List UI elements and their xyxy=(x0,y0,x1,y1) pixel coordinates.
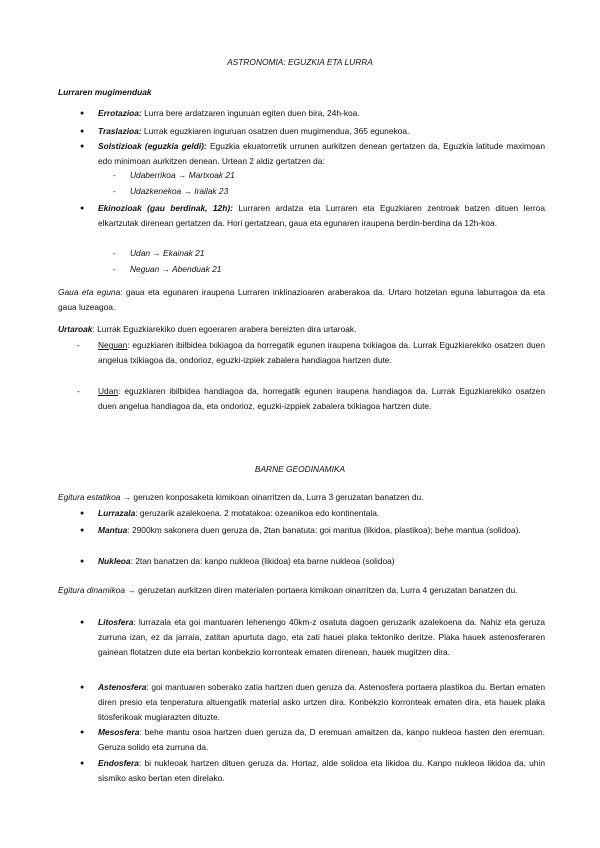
list-item-translation: ● Traslazioa: Lurrak eguzkiaren inguruan osatzen duen mugimendua, 365 egunekoa. xyxy=(98,124,545,139)
solstice-autumn: - Udazkenekoa → Irailak 23 xyxy=(130,184,228,199)
list-item-lithosphere: ● Litosfera: lurrazala eta goi mantuaren lehenengo 40km-z osatuta dagoen geruzarik azalekoena da. Nahiz eta geruza zurruna izan, ez da jarraia, zatitan apurtuta dago, eta zati hauei plaka tektoniko deritze. Plaka hauek astenosferaren gainean flotatzen dute eta bertan konbekzio korronteak ematen direnean, hauek mugitzen dira. xyxy=(98,615,545,660)
list-item-mesosphere: ● Mesosfera: behe mantu osoa hartzen duen geruza da, D eremuan amaitzen da, kanpo nukleoa hasten den eremuan. Geruza solido eta zurruna da. xyxy=(98,725,545,755)
section-title-astronomy: ASTRONOMIA: EGUZKIA ETA LURRA xyxy=(227,57,373,67)
list-item-mantle: ● Mantua: 2900km sakonera duen geruza da, 2tan banatuta: goi mantua (likidoa, plastikoa); behe mantua (solidoa). xyxy=(98,523,545,538)
season-winter: - Neguan: eguzkiaren ibilbidea txikiagoa da horregatik egunen iraupena txikiagoa da. Lurrak Eguzkiarekiko osatzen duen angelua txikiagoa da, ondorioz, eguzki-izpiek zabalera handiagoa hartzen dute. xyxy=(98,338,545,368)
equinox-summer: - Udan → Ekainak 21 xyxy=(130,246,205,261)
list-item-core: ● Nukleoa: 2tan banatzen da: kanpo nukleoa (likidoa) eta barne nukleoa (solidoa) xyxy=(98,554,545,569)
equinox-winter: - Neguan → Abenduak 21 xyxy=(130,262,221,277)
paragraph-day-night: Gaua eta eguna: gaua eta egunaren iraupena Lurraren inklinazioaren araberakoa da. Urtaro hotzetan eguna laburragoa da eta gaua luzeagoa. xyxy=(58,287,546,312)
list-item-equinoxes: ● Ekinozioak (gau berdinak, 12h): Lurraren ardatza eta Lurraren eta Eguzkiaren zentroak batzen dituen lerroa elkartzutak direnean gertatzen da. Hori gertatzean, gaua eta egunaren iraupena berdin-berdina da 12h-koa. xyxy=(98,201,545,231)
list-item-crust: ● Lurrazala: geruzarik azalekoena. 2 motatakoa: ozeanikoa edo kontinentala. xyxy=(98,506,545,521)
list-item-endosphere: ● Endosfera: bi nukleoak hartzen dituen geruza da. Hortaz, alde solidoa eta likidoa du. Kanpo nukleoa likidoa da, uhin sismiko asko bertan eten direlako. xyxy=(98,756,545,786)
paragraph-dynamic-structure: Egitura dinamikoa → geruzetan aurkitzen diren materialen portaera kimikoan oinarritzen da, Lurra 4 geruzatan banatzen du. xyxy=(58,585,518,595)
list-item-asthenosphere: ● Astenosfera: goi mantuaren soberako zatia hartzen duen geruza da. Astenosfera portaera plastikoa du. Bertan ematen diren presio eta tenperatura altuengatik material asko urtzen dira. Konbekzio korronteak ematen dira, eta hauek plaka litosferikoak mugiarazten dituzte. xyxy=(98,680,545,725)
paragraph-static-structure: Egitura estatikoa → geruzen konposaketa kimikoan oinarritzen da, Lurra 3 geruzatan banatzen du. xyxy=(58,492,424,502)
solstice-spring: - Udaberrikoa → Martxoak 21 xyxy=(130,168,235,183)
section-title-geodynamics: BARNE GEODINAMIKA xyxy=(254,464,346,474)
season-summer: - Udan: eguzkiaren ibilbidea handiagoa da, horregatik egunen iraupena handiagoa da. Lurrak Eguzkiarekiko osatzen duen angelua handiagoa da, eta ondorioz, eguzki-izppiek zabalera txikiagoa hartzen dute. xyxy=(98,384,545,414)
list-item-rotation: ● Errotazioa: Lurra bere ardatzaren inguruan egiten duen bira, 24h-koa. xyxy=(98,106,545,121)
paragraph-seasons: Urtaroak: Lurrak Eguzkiarekiko duen egoeraren arabera bereizten dira urtaroak. xyxy=(58,324,357,334)
subtitle-earth-movements: Lurraren mugimenduak xyxy=(58,87,152,97)
list-item-solstices: ● Solstizioak (eguzkia geldi): Eguzkia ekuatorretik urrunen aurkitzen denean gertatzen da, Eguzkia latitude maximoan edo minimoan aurkitzen denean. Urtean 2 aldiz gertatzen da: xyxy=(98,139,545,169)
